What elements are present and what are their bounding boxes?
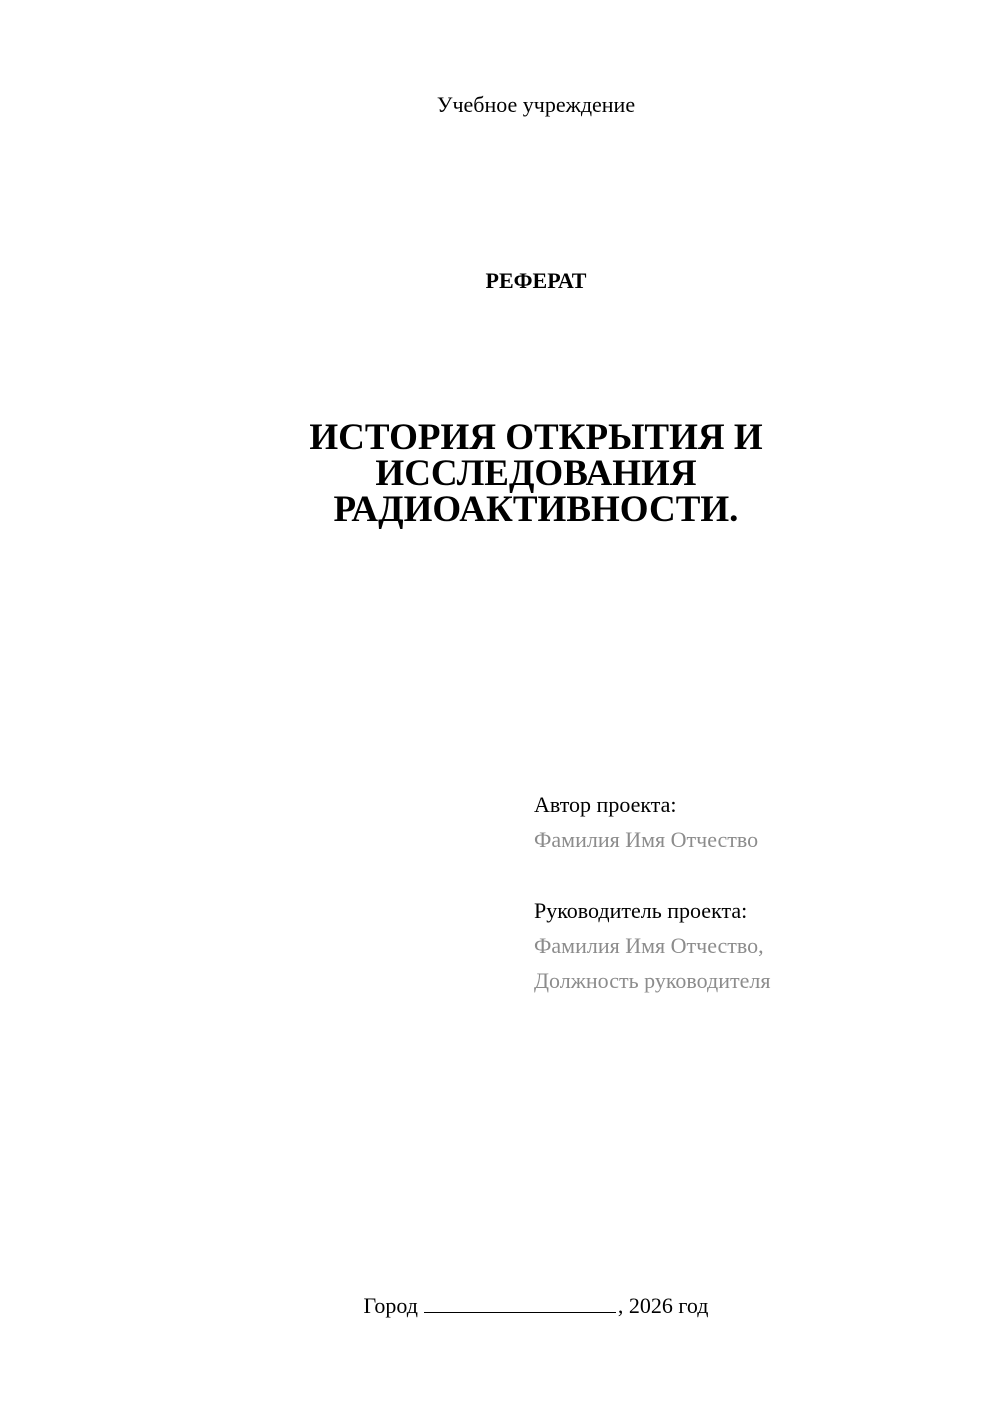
city-blank-line [424,1290,616,1313]
title-line: РАДИОАКТИВНОСТИ. [333,489,739,530]
title-line: ИСТОРИЯ ОТКРЫТИЯ И [309,417,763,458]
author-name: Фамилия Имя Отчество [534,827,759,852]
supervisor-name: Фамилия Имя Отчество, [534,933,764,958]
author-label: Автор проекта: [534,792,677,817]
institution-name: Учебное учреждение [436,92,636,117]
document-title [0,417,1000,530]
supervisor-label: Руководитель проекта: [534,898,748,923]
document-type: РЕФЕРАТ [485,268,587,293]
spacer [534,857,770,893]
year-text: , 2026 год [617,1293,709,1318]
credits-block [534,787,770,998]
supervisor-position: Должность руководителя [534,968,771,993]
title-line: ИССЛЕДОВАНИЯ [375,453,697,494]
footer-city-year [0,1290,1000,1321]
city-label: Город [363,1293,418,1318]
